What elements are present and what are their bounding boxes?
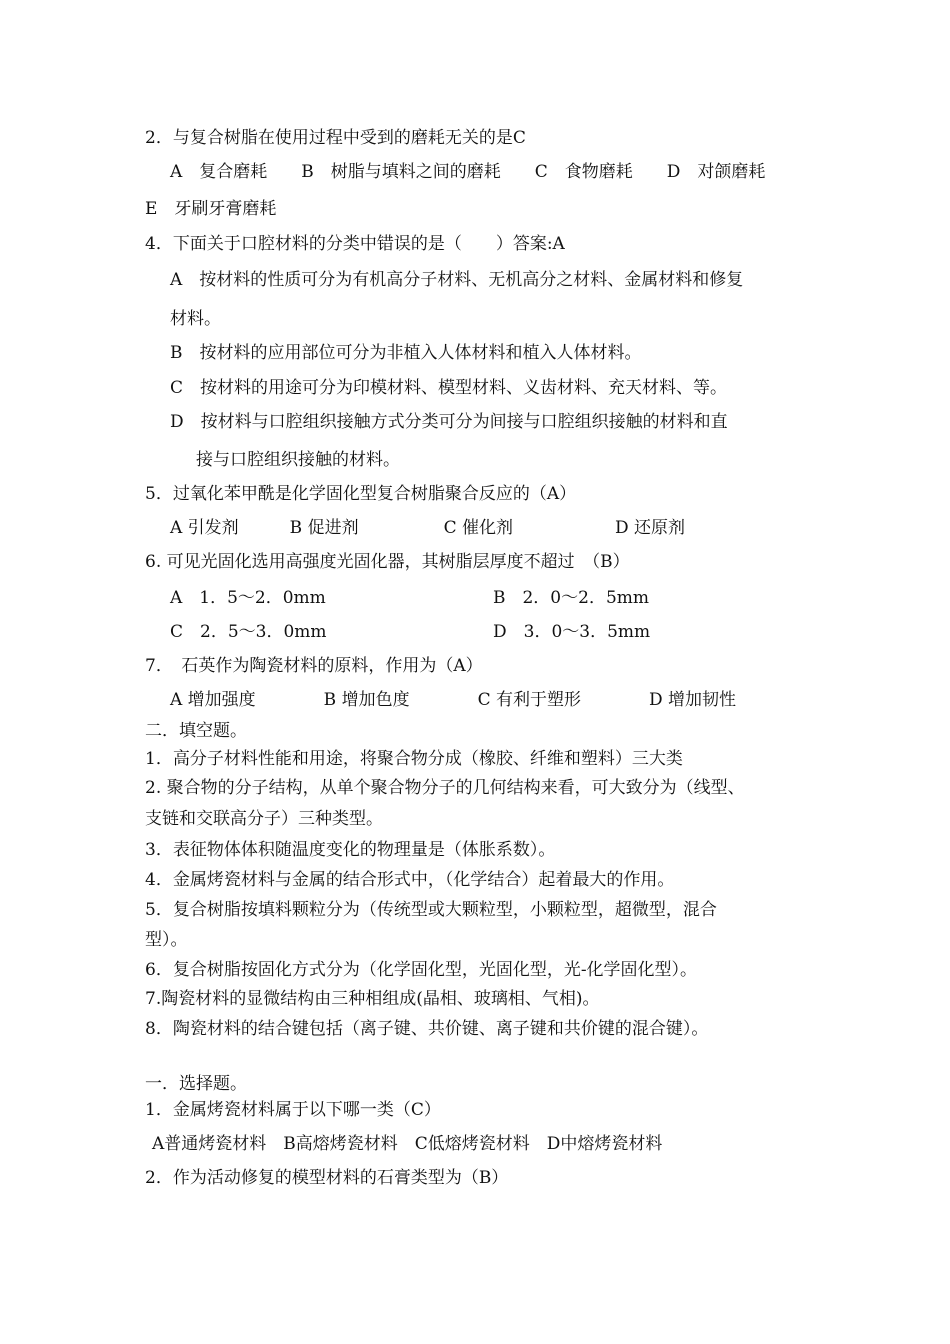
choice-heading: 一．选择题。 bbox=[145, 1074, 247, 1094]
q6-stem: 6. 可见光固化选用高强度光固化器，其树脂层厚度不超过 （B） bbox=[145, 552, 630, 572]
fill-blank-item: 3．表征物体体积随温度变化的物理量是（体胀系数）。 bbox=[145, 840, 556, 860]
q5-options: A 引发剂 B 促进剂 C 催化剂 D 还原剂 bbox=[170, 518, 686, 538]
choice-q1-stem: 1．金属烤瓷材料属于以下哪一类（C） bbox=[145, 1100, 441, 1120]
q4-option-c: C 按材料的用途可分为印模材料、模型材料、义齿材料、充天材料、等。 bbox=[170, 378, 728, 398]
q6-option-c: C 2．5～3．0mm bbox=[170, 622, 327, 642]
choice-q2-stem: 2．作为活动修复的模型材料的石膏类型为（B） bbox=[145, 1168, 509, 1188]
q4-option-a-line1: A 按材料的性质可分为有机高分子材料、无机高分之材料、金属材料和修复 bbox=[170, 270, 744, 290]
fill-blank-heading: 二．填空题。 bbox=[145, 721, 247, 741]
fill-blank-item: 型）。 bbox=[145, 930, 188, 950]
fill-blank-item: 6．复合树脂按固化方式分为（化学固化型，光固化型，光-化学固化型）。 bbox=[145, 960, 698, 980]
q6-option-d: D 3．0～3．5mm bbox=[493, 622, 651, 642]
fill-blank-item: 支链和交联高分子）三种类型。 bbox=[145, 809, 383, 829]
q7-stem: 7． 石英作为陶瓷材料的原料，作用为（A） bbox=[145, 656, 483, 676]
q4-option-d-line2: 接与口腔组织接触的材料。 bbox=[196, 450, 400, 470]
fill-blank-item: 8．陶瓷材料的结合键包括（离子键、共价键、离子键和共价键的混合键）。 bbox=[145, 1019, 709, 1039]
q5-stem: 5．过氧化苯甲酰是化学固化型复合树脂聚合反应的（A） bbox=[145, 484, 577, 504]
q4-option-a-line2: 材料。 bbox=[170, 309, 221, 329]
fill-blank-item: 7.陶瓷材料的显微结构由三种相组成(晶相、玻璃相、气相)。 bbox=[145, 989, 600, 1009]
fill-blank-item: 4．金属烤瓷材料与金属的结合形式中，（化学结合）起着最大的作用。 bbox=[145, 870, 675, 890]
q7-options: A 增加强度 B 增加色度 C 有利于塑形 D 增加韧性 bbox=[170, 690, 737, 710]
q2-option-e: E 牙刷牙膏磨耗 bbox=[145, 199, 277, 219]
q4-option-d-line1: D 按材料与口腔组织接触方式分类可分为间接与口腔组织接触的材料和直 bbox=[170, 412, 728, 432]
fill-blank-item: 1．高分子材料性能和用途，将聚合物分成（橡胶、纤维和塑料）三大类 bbox=[145, 749, 683, 769]
q2-stem: 2．与复合树脂在使用过程中受到的磨耗无关的是C bbox=[145, 128, 526, 148]
q4-stem: 4．下面关于口腔材料的分类中错误的是（ ）答案:A bbox=[145, 234, 565, 254]
choice-q1-options: A普通烤瓷材料 B高熔烤瓷材料 C低熔烤瓷材料 D中熔烤瓷材料 bbox=[152, 1134, 663, 1154]
q6-option-a: A 1．5～2．0mm bbox=[170, 588, 326, 608]
q6-option-b: B 2．0～2．5mm bbox=[493, 588, 649, 608]
q2-options: A 复合磨耗 B 树脂与填料之间的磨耗 C 食物磨耗 D 对颌磨耗 bbox=[170, 162, 766, 182]
fill-blank-item: 5．复合树脂按填料颗粒分为（传统型或大颗粒型，小颗粒型，超微型，混合 bbox=[145, 900, 717, 920]
q4-option-b: B 按材料的应用部位可分为非植入人体材料和植入人体材料。 bbox=[170, 343, 642, 363]
fill-blank-item: 2. 聚合物的分子结构，从单个聚合物分子的几何结构来看，可大致分为（线型、 bbox=[145, 778, 745, 798]
